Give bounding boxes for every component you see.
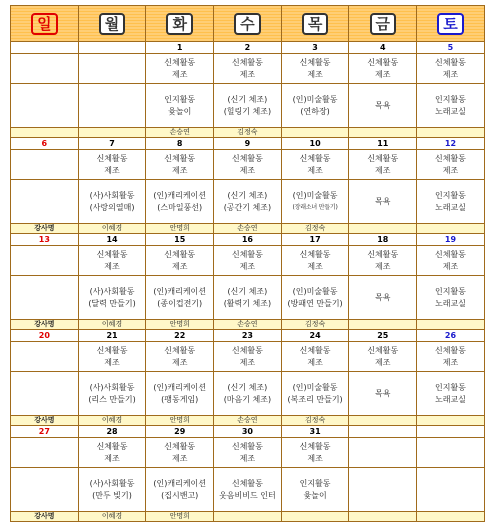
activity-cell <box>11 468 79 512</box>
activity-cell <box>11 276 79 320</box>
activity-cell <box>146 276 214 320</box>
teacher-name-cell: 손승연 <box>146 128 214 138</box>
activity-cell <box>11 180 79 224</box>
activity-text: (인)캐리케이션 <box>153 478 207 488</box>
teacher-name-cell: 안명희 <box>146 512 214 522</box>
teacher-name-cell: 안명희 <box>146 224 214 234</box>
activity-text: 신체활동 <box>231 153 263 163</box>
activity-cell <box>281 84 349 128</box>
activity-text: 제조 <box>239 165 256 175</box>
activity-cell <box>214 54 282 84</box>
activity-text: (팽동게임) <box>161 394 199 404</box>
activity-text: 제조 <box>171 69 188 79</box>
activity-text: 제조 <box>307 165 323 175</box>
week-5-teacher-row <box>11 512 485 522</box>
activity-cell <box>78 372 146 416</box>
teacher-name-cell <box>417 224 485 234</box>
date-cell-saturday: 26 <box>417 330 485 342</box>
date-cell-monday: 14 <box>78 234 146 246</box>
activity-text: 신체활동 <box>435 249 466 259</box>
week-3-activity-a-row <box>11 246 485 276</box>
activity-text: (인)미술활동 <box>292 94 338 104</box>
date-cell-tuesday: 29 <box>146 426 214 438</box>
activity-text: 제조 <box>307 357 323 367</box>
week-4-activity-a-row <box>11 342 485 372</box>
activity-cell <box>417 468 485 512</box>
activity-text: 노래교실 <box>435 202 466 212</box>
activity-text: (사랑의열매) <box>89 202 135 212</box>
activity-cell <box>11 84 79 128</box>
activity-cell <box>349 342 417 372</box>
activity-text: 신체활동 <box>367 153 399 163</box>
weekday-sunday: 일 <box>11 6 79 42</box>
teacher-name-cell <box>214 512 282 522</box>
activity-text: 노래교실 <box>435 394 466 404</box>
activity-cell <box>281 246 349 276</box>
activity-text: 신체활동 <box>299 153 331 163</box>
activity-text: 제조 <box>239 357 256 367</box>
activity-cell <box>78 54 146 84</box>
activity-cell <box>78 150 146 180</box>
teacher-name-cell: 김정숙 <box>281 416 349 426</box>
weekday-header-row <box>11 6 485 42</box>
activity-cell <box>281 438 349 468</box>
activity-text: 신체활동 <box>435 153 466 163</box>
activity-text: 제조 <box>171 357 188 367</box>
activity-text: 제조 <box>239 261 256 271</box>
activity-text: (연하장) <box>300 106 330 116</box>
activity-text: 제조 <box>239 69 256 79</box>
date-cell-sunday: 27 <box>11 426 79 438</box>
activity-text: 신체활동 <box>164 441 196 451</box>
activity-cell <box>214 150 282 180</box>
weekday-monday: 월 <box>78 6 146 42</box>
activity-cell <box>11 54 79 84</box>
week-4-teacher-row <box>11 416 485 426</box>
activity-text: (리스 만들기) <box>88 394 136 404</box>
week-1-teacher-row <box>11 128 485 138</box>
activity-text: 신체활동 <box>96 153 128 163</box>
activity-cell <box>281 468 349 512</box>
activity-text: 신체활동 <box>435 345 466 355</box>
teacher-name-cell <box>281 512 349 522</box>
activity-cell <box>281 276 349 320</box>
date-cell-wednesday: 23 <box>214 330 282 342</box>
week-2-activity-b-row <box>11 180 485 224</box>
activity-text: 제조 <box>104 453 120 463</box>
activity-text: 노래교실 <box>435 106 466 116</box>
activity-text: 제조 <box>239 453 256 463</box>
activity-cell <box>214 372 282 416</box>
weekday-friday: 금 <box>349 6 417 42</box>
activity-text: 제조 <box>442 69 459 79</box>
date-cell-friday: 11 <box>349 138 417 150</box>
activity-text: 제조 <box>307 261 323 271</box>
week-4-activity-b-row <box>11 372 485 416</box>
teacher-name-cell: 이혜경 <box>78 320 146 330</box>
week-1-activity-a-row <box>11 54 485 84</box>
date-cell-friday: 4 <box>349 42 417 54</box>
teacher-name-cell: 이혜경 <box>78 416 146 426</box>
week-2-date-row <box>11 138 485 150</box>
date-cell-thursday: 3 <box>281 42 349 54</box>
date-cell-monday: 7 <box>78 138 146 150</box>
activity-text: 제조 <box>171 165 188 175</box>
activity-text: (달력 만들기) <box>88 298 136 308</box>
activity-text: 신체활동 <box>96 249 128 259</box>
activity-text: (신기 체조) <box>227 94 268 104</box>
teacher-name-cell <box>417 416 485 426</box>
activity-cell <box>417 372 485 416</box>
activity-cell <box>417 54 485 84</box>
activity-text: 신체활동 <box>231 345 263 355</box>
date-cell-saturday: 5 <box>417 42 485 54</box>
activity-cell <box>78 342 146 372</box>
teacher-name-cell: 손승연 <box>214 416 282 426</box>
activity-cell <box>214 180 282 224</box>
activity-text: 목욕 <box>375 100 391 110</box>
activity-text: 신체활동 <box>435 57 466 67</box>
activity-text: (스마일풍선) <box>157 202 203 212</box>
weekday-thursday: 목 <box>281 6 349 42</box>
activity-cell <box>417 246 485 276</box>
activity-text: 인지활동 <box>299 478 331 488</box>
teacher-name-cell <box>281 128 349 138</box>
date-cell-tuesday: 15 <box>146 234 214 246</box>
activity-cell <box>214 84 282 128</box>
activity-cell <box>349 180 417 224</box>
date-cell-tuesday: 1 <box>146 42 214 54</box>
teacher-name-cell <box>349 128 417 138</box>
activity-text: (방패연 만들기) <box>287 298 343 308</box>
week-1-activity-b-row <box>11 84 485 128</box>
activity-cell <box>417 150 485 180</box>
activity-text: (힐링기 체조) <box>223 106 272 116</box>
teacher-name-cell <box>417 512 485 522</box>
date-cell-tuesday: 8 <box>146 138 214 150</box>
week-5-activity-b-row <box>11 468 485 512</box>
activity-cell <box>78 246 146 276</box>
activity-cell <box>214 438 282 468</box>
activity-text: 제조 <box>307 69 323 79</box>
activity-text: 인지활동 <box>435 94 466 104</box>
activity-text: (인)캐리케이션 <box>153 190 207 200</box>
activity-text: 제조 <box>375 357 391 367</box>
activity-text: (복조리 만들기) <box>287 394 343 404</box>
activity-cell <box>349 84 417 128</box>
activity-text: 신체활동 <box>299 57 331 67</box>
teacher-row-label: 강사명 <box>11 512 79 522</box>
teacher-name-cell <box>349 416 417 426</box>
week-1-date-row <box>11 42 485 54</box>
activity-cell <box>349 276 417 320</box>
activity-cell <box>11 246 79 276</box>
activity-text: 제조 <box>104 357 120 367</box>
activity-cell <box>146 150 214 180</box>
activity-text: 신체활동 <box>299 249 331 259</box>
week-3-teacher-row <box>11 320 485 330</box>
activity-text: 윷놀이 <box>168 106 192 116</box>
activity-cell <box>146 54 214 84</box>
date-cell-tuesday: 22 <box>146 330 214 342</box>
activity-cell <box>78 438 146 468</box>
activity-text: 신체활동 <box>96 345 128 355</box>
activity-cell <box>417 84 485 128</box>
date-cell-saturday: 12 <box>417 138 485 150</box>
activity-cell <box>78 84 146 128</box>
activity-text: 목욕 <box>375 388 391 398</box>
activity-text: 신체활동 <box>96 441 128 451</box>
teacher-name-cell <box>349 512 417 522</box>
date-cell-wednesday: 2 <box>214 42 282 54</box>
teacher-row-label: 강사명 <box>11 320 79 330</box>
activity-text: 신체활동 <box>164 249 196 259</box>
teacher-name-cell <box>78 128 146 138</box>
activity-cell <box>146 438 214 468</box>
activity-text: 신체활동 <box>231 249 263 259</box>
activity-cell <box>11 372 79 416</box>
activity-cell <box>281 54 349 84</box>
activity-cell <box>281 150 349 180</box>
activity-cell <box>349 372 417 416</box>
activity-text: 웃음비비드 인터 <box>219 490 276 500</box>
teacher-name-cell <box>349 224 417 234</box>
activity-text: 목욕 <box>375 292 391 302</box>
activity-text: 제조 <box>104 261 120 271</box>
activity-text: 신체활동 <box>367 249 399 259</box>
teacher-name-cell: 손승연 <box>214 320 282 330</box>
activity-text: (활력기 체조) <box>223 298 272 308</box>
activity-text: (장래소녀 만들기) <box>292 203 338 211</box>
activity-cell <box>349 150 417 180</box>
weekday-saturday: 토 <box>417 6 485 42</box>
activity-text: 제조 <box>171 261 188 271</box>
activity-text: (만두 빚기) <box>92 490 132 500</box>
week-5-date-row <box>11 426 485 438</box>
activity-text: (사)사회활동 <box>89 286 135 296</box>
teacher-name-cell: 안명희 <box>146 320 214 330</box>
activity-text: 제조 <box>442 357 459 367</box>
teacher-name-cell <box>417 320 485 330</box>
activity-text: 신체활동 <box>164 57 196 67</box>
activity-cell <box>281 180 349 224</box>
monthly-calendar <box>10 5 485 522</box>
activity-text: 신체활동 <box>231 441 263 451</box>
activity-cell <box>417 180 485 224</box>
date-cell-saturday: 19 <box>417 234 485 246</box>
date-cell-friday: 18 <box>349 234 417 246</box>
teacher-name-cell <box>349 320 417 330</box>
date-cell-thursday: 24 <box>281 330 349 342</box>
activity-text: 윷놀이 <box>303 490 327 500</box>
activity-text: 인지활동 <box>435 190 466 200</box>
activity-cell <box>78 180 146 224</box>
date-cell-wednesday: 30 <box>214 426 282 438</box>
activity-cell <box>214 468 282 512</box>
activity-text: (사)사회활동 <box>89 190 135 200</box>
activity-text: 신체활동 <box>299 345 331 355</box>
activity-text: (사)사회활동 <box>89 478 135 488</box>
teacher-row-label <box>11 128 79 138</box>
activity-text: (인)미술활동 <box>292 190 338 200</box>
activity-text: 인지활동 <box>435 286 466 296</box>
date-cell-monday <box>78 42 146 54</box>
activity-text: 제조 <box>375 69 391 79</box>
week-4-date-row <box>11 330 485 342</box>
activity-cell <box>214 342 282 372</box>
date-cell-friday: 25 <box>349 330 417 342</box>
activity-cell <box>146 84 214 128</box>
date-cell-sunday: 13 <box>11 234 79 246</box>
activity-cell <box>78 468 146 512</box>
week-2-teacher-row <box>11 224 485 234</box>
activity-text: (인)캐리케이션 <box>153 382 207 392</box>
date-cell-wednesday: 9 <box>214 138 282 150</box>
teacher-name-cell: 이혜경 <box>78 224 146 234</box>
activity-text: (신기 체조) <box>227 382 268 392</box>
activity-text: (인)캐리케이션 <box>153 286 207 296</box>
week-3-activity-b-row <box>11 276 485 320</box>
activity-cell <box>146 180 214 224</box>
activity-cell <box>214 246 282 276</box>
activity-text: (신기 체조) <box>227 190 268 200</box>
activity-cell <box>11 150 79 180</box>
activity-text: (신기 체조) <box>227 286 268 296</box>
date-cell-thursday: 31 <box>281 426 349 438</box>
activity-text: 신체활동 <box>299 441 331 451</box>
activity-text: (종이컵전기) <box>157 298 203 308</box>
teacher-name-cell: 안명희 <box>146 416 214 426</box>
activity-text: 신체활동 <box>231 478 263 488</box>
activity-cell <box>146 468 214 512</box>
activity-cell <box>281 372 349 416</box>
activity-text: (사)사회활동 <box>89 382 135 392</box>
activity-text: 제조 <box>171 453 188 463</box>
activity-text: 제조 <box>104 165 120 175</box>
activity-text: 인지활동 <box>164 94 196 104</box>
activity-text: (마음기 체조) <box>223 394 272 404</box>
activity-cell <box>11 438 79 468</box>
date-cell-saturday <box>417 426 485 438</box>
activity-text: (인)미술활동 <box>292 382 338 392</box>
week-3-date-row <box>11 234 485 246</box>
activity-text: 인지활동 <box>435 382 466 392</box>
activity-cell <box>78 276 146 320</box>
date-cell-sunday <box>11 42 79 54</box>
activity-text: (공간기 체조) <box>223 202 272 212</box>
week-2-activity-a-row <box>11 150 485 180</box>
activity-text: (인)미술활동 <box>292 286 338 296</box>
activity-text: 신체활동 <box>367 345 399 355</box>
activity-text: 노래교실 <box>435 298 466 308</box>
teacher-row-label: 강사명 <box>11 224 79 234</box>
activity-text: 신체활동 <box>367 57 399 67</box>
activity-cell <box>417 342 485 372</box>
activity-cell <box>349 468 417 512</box>
activity-text: 제조 <box>375 165 391 175</box>
teacher-name-cell: 이혜경 <box>78 512 146 522</box>
activity-cell <box>146 342 214 372</box>
date-cell-friday <box>349 426 417 438</box>
activity-text: 제조 <box>375 261 391 271</box>
week-5-activity-a-row <box>11 438 485 468</box>
activity-text: 신체활동 <box>164 153 196 163</box>
activity-cell <box>146 372 214 416</box>
date-cell-sunday: 20 <box>11 330 79 342</box>
date-cell-monday: 21 <box>78 330 146 342</box>
activity-text: 제조 <box>442 165 459 175</box>
activity-text: 제조 <box>442 261 459 271</box>
activity-text: 신체활동 <box>164 345 196 355</box>
activity-cell <box>146 246 214 276</box>
date-cell-wednesday: 16 <box>214 234 282 246</box>
teacher-name-cell: 김정숙 <box>214 128 282 138</box>
activity-text: 제조 <box>307 453 323 463</box>
date-cell-thursday: 10 <box>281 138 349 150</box>
weekday-wednesday: 수 <box>214 6 282 42</box>
teacher-name-cell: 손승연 <box>214 224 282 234</box>
teacher-name-cell <box>417 128 485 138</box>
activity-text: 신체활동 <box>231 57 263 67</box>
activity-text: (집시밴고) <box>161 490 199 500</box>
activity-text: 목욕 <box>375 196 391 206</box>
activity-cell <box>349 438 417 468</box>
date-cell-monday: 28 <box>78 426 146 438</box>
teacher-name-cell: 김정숙 <box>281 224 349 234</box>
activity-cell <box>417 276 485 320</box>
date-cell-thursday: 17 <box>281 234 349 246</box>
teacher-row-label: 강사명 <box>11 416 79 426</box>
activity-cell <box>281 342 349 372</box>
activity-cell <box>11 342 79 372</box>
activity-cell <box>214 276 282 320</box>
activity-cell <box>349 54 417 84</box>
date-cell-sunday: 6 <box>11 138 79 150</box>
activity-cell <box>417 438 485 468</box>
weekday-tuesday: 화 <box>146 6 214 42</box>
teacher-name-cell: 김정숙 <box>281 320 349 330</box>
activity-cell <box>349 246 417 276</box>
